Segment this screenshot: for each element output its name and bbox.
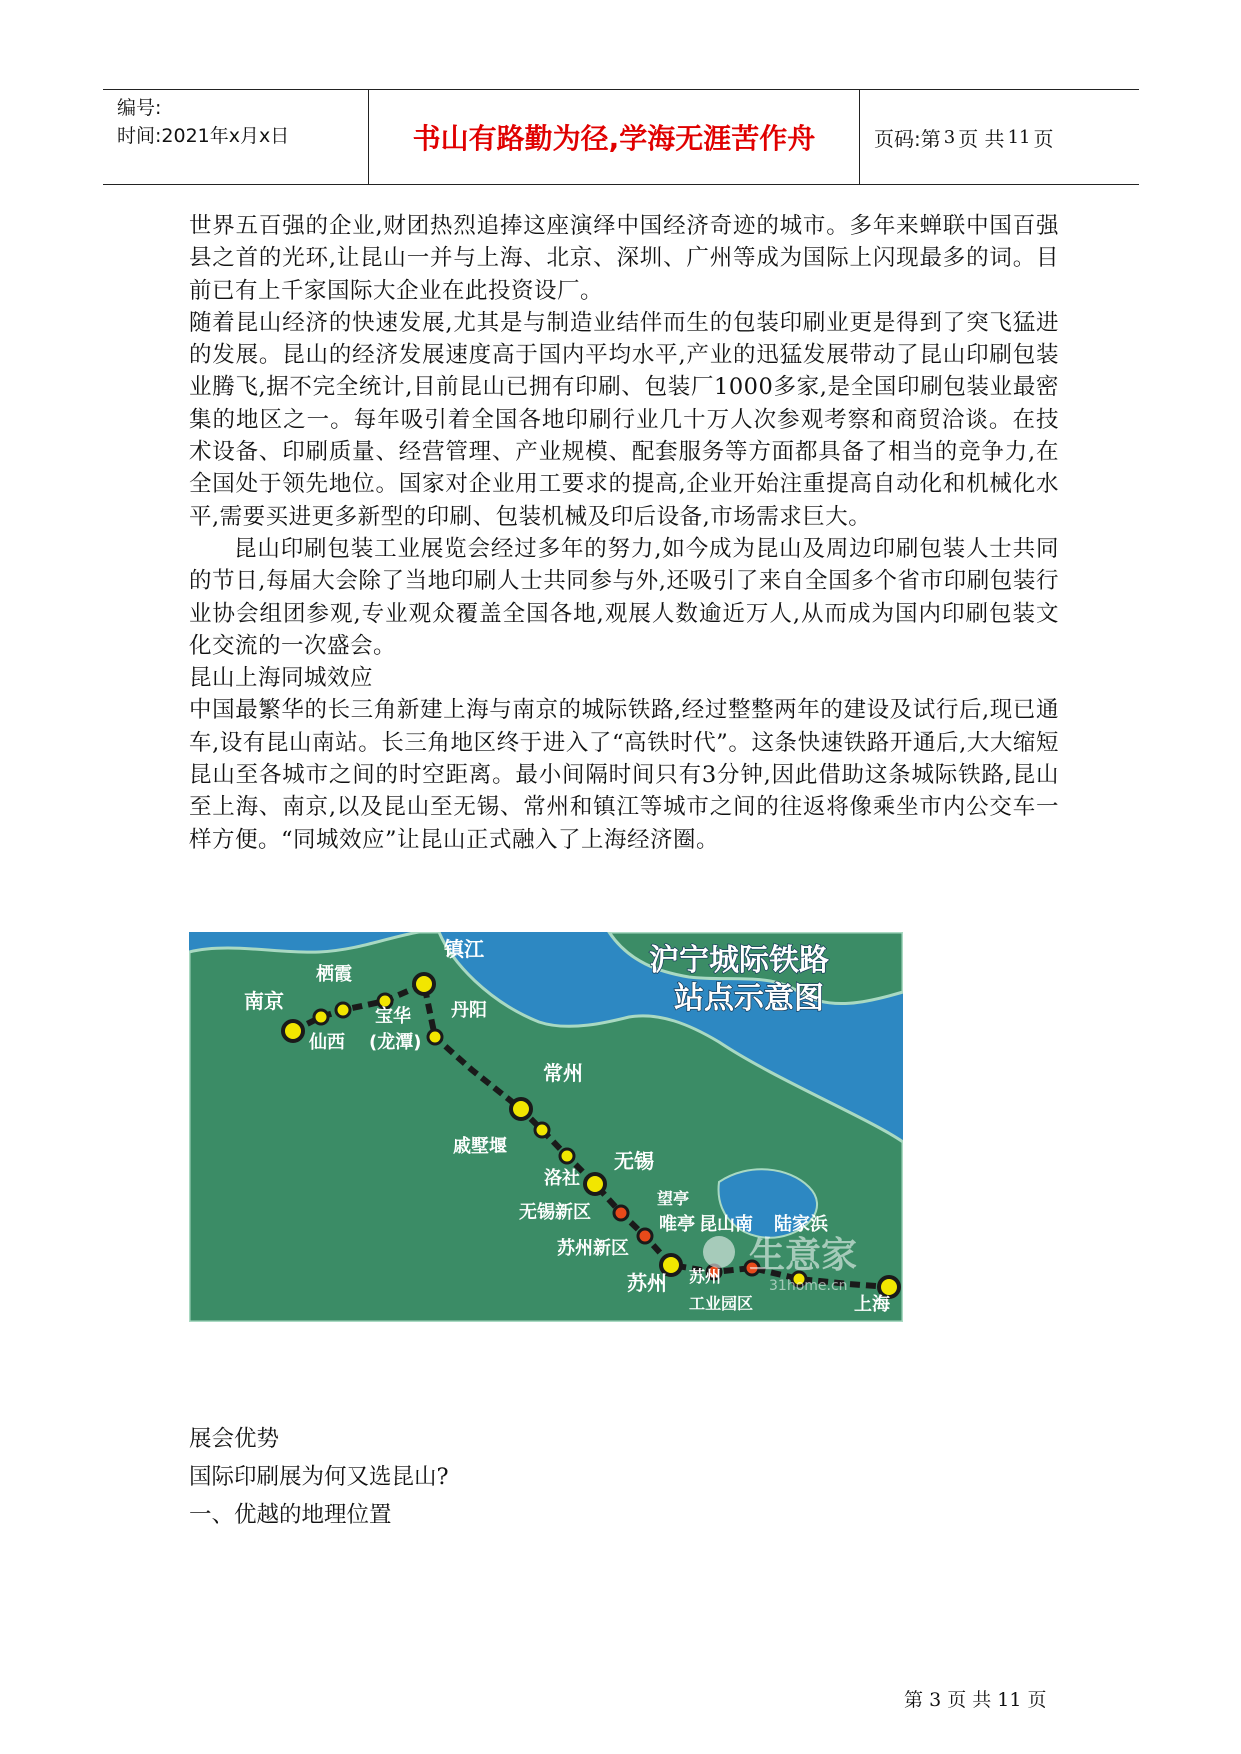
- paragraph: 中国最繁华的长三角新建上海与南京的城际铁路,经过整整两年的建设及试行后,现已通车,设有昆山南站。长三角地区终于进入了“高铁时代”。这条快速铁路开通后,大大缩短昆山至各城市之间的时空距离。最小间隔时间只有3分钟,因此借助这条城际铁路,昆山至上海、南京,以及昆山至无锡、常州和镇江等城市之间的往返将像乘坐市内公交车一样方便。“同城效应”让昆山正式融入了上海经济圈。: [189, 697, 1059, 853]
- page-suffix: 页: [1033, 126, 1054, 151]
- station-dot-zhenjiang: [414, 974, 434, 994]
- footer-suffix: 页: [1027, 1689, 1047, 1711]
- station-label: 苏州新区: [557, 1238, 629, 1259]
- station-label: 昆山南: [699, 1214, 753, 1235]
- station-dot-wuxi: [585, 1174, 605, 1194]
- header-page-info: [860, 90, 1139, 184]
- map-title-line1: 沪宁城际铁路: [649, 943, 829, 978]
- station-dot-changzhou: [511, 1099, 531, 1119]
- page-total: 11: [1007, 126, 1031, 148]
- heading-exhibition-advantage: 展会优势: [189, 1426, 280, 1452]
- station-dot-wangting: [638, 1229, 652, 1243]
- station-label: 南京: [244, 989, 284, 1013]
- station-label: 苏州: [689, 1267, 722, 1286]
- footer-current: 3: [929, 1689, 942, 1711]
- station-dot-nanjing: [283, 1021, 303, 1041]
- header-meta: [103, 90, 369, 184]
- railway-map-svg: [189, 932, 903, 1322]
- station-label: 洛社: [544, 1168, 580, 1189]
- heading-why-kunshan: 国际印刷展为何又选昆山?: [189, 1464, 449, 1490]
- watermark-url: 31home.cn: [769, 1278, 848, 1294]
- watermark-text: 生意家: [749, 1235, 858, 1276]
- page-middle: 页 共: [958, 126, 1005, 151]
- page-current: 3: [943, 126, 956, 148]
- station-label: 丹阳: [451, 1000, 487, 1021]
- station-label: 上海: [854, 1294, 890, 1315]
- station-label: 唯亭: [659, 1214, 695, 1235]
- header-motto: 书山有路勤为径,学海无涯苦作舟: [369, 90, 860, 184]
- paragraph: 随着昆山经济的快速发展,尤其是与制造业结伴而生的包装印刷业更是得到了突飞猛进的发展。昆山的经济发展速度高于国内平均水平,产业的迅猛发展带动了昆山印刷包装业腾飞,据不完全统计,目前昆山已拥有印刷、包装厂1000多家,是全国印刷包装业最密集的地区之一。每年吸引着全国各地印刷行业几十万人次参观考察和商贸洽谈。在技术设备、印刷质量、经营管理、产业规模、配套服务等方面都具备了相当的竞争力,在全国处于领先地位。国家对企业用工要求的提高,企业开始注重提高自动化和机械化水平,需要买进更多新型的印刷、包装机械及印后设备,市场需求巨大。: [189, 309, 1059, 530]
- station-label: 无锡: [614, 1149, 654, 1173]
- document-number-label: 编号:: [117, 97, 162, 119]
- section-headings: [189, 1420, 1059, 1534]
- station-dot-xianxi: [314, 1010, 328, 1024]
- station-label: 工业园区: [689, 1294, 754, 1313]
- station-dot-qishuyan: [535, 1123, 549, 1137]
- station-label: 栖霞: [316, 964, 352, 985]
- station-dot-qixia: [336, 1003, 350, 1017]
- station-dot-luoshe: [560, 1149, 574, 1163]
- station-label: 宝华: [375, 1006, 411, 1027]
- railway-map-image: [189, 932, 903, 1322]
- station-label: 陆家浜: [774, 1214, 828, 1235]
- page-header: [103, 89, 1139, 185]
- station-label: 苏州: [627, 1271, 667, 1295]
- station-label: 常州: [543, 1061, 583, 1085]
- footer-total: 11: [997, 1689, 1022, 1711]
- station-label: 望亭: [657, 1189, 690, 1208]
- station-dot-wuxi-xinqu: [614, 1206, 628, 1220]
- page-footer: [904, 1685, 1047, 1712]
- heading-location: 一、优越的地理位置: [189, 1502, 392, 1528]
- document-time-label: 时间:2021年x月x日: [117, 125, 290, 147]
- section-heading: 昆山上海同城效应: [189, 665, 374, 692]
- page-prefix: 页码:第: [874, 126, 941, 151]
- station-label: (龙潭): [369, 1032, 422, 1053]
- watermark-logo-icon: [703, 1236, 735, 1268]
- paragraph: 昆山印刷包装工业展览会经过多年的努力,如今成为昆山及周边印刷包装人士共同的节日,每届大会除了当地印刷人士共同参与外,还吸引了来自全国多个省市印刷包装行业协会组团参观,专业观众覆盖全国各地,观展人数逾近万人,从而成为国内印刷包装文化交流的一次盛会。: [189, 535, 1059, 659]
- footer-prefix: 第: [904, 1689, 924, 1711]
- station-label: 戚墅堰: [453, 1136, 507, 1157]
- map-title-line2: 站点示意图: [674, 981, 824, 1016]
- station-label: 无锡新区: [519, 1202, 591, 1223]
- document-body: [189, 210, 1059, 856]
- paragraph: 世界五百强的企业,财团热烈追捧这座演绎中国经济奇迹的城市。多年来蝉联中国百强县之首的光环,让昆山一并与上海、北京、深圳、广州等成为国际上闪现最多的词。目前已有上千家国际大企业在此投资设厂。: [189, 213, 1059, 304]
- station-label: 镇江: [444, 937, 484, 961]
- station-dot-danyang: [428, 1030, 442, 1044]
- station-label: 仙西: [309, 1032, 345, 1053]
- footer-middle: 页 共: [947, 1689, 992, 1711]
